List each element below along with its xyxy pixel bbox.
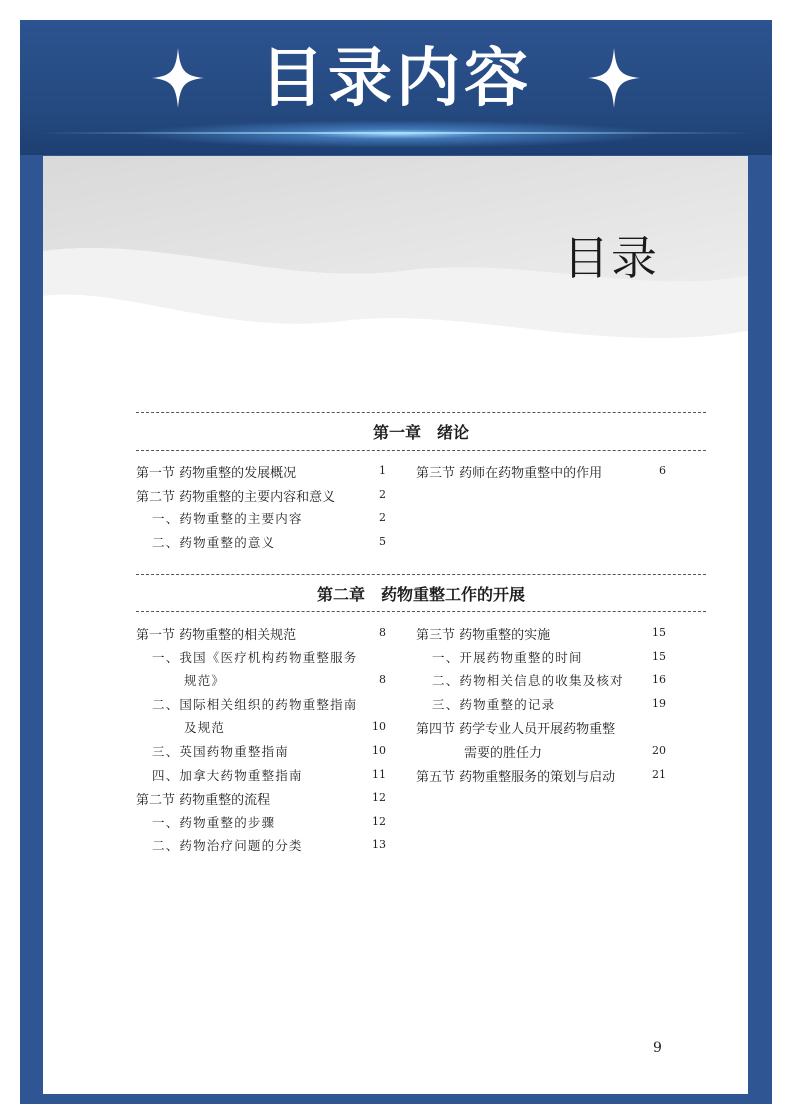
toc-column-left <box>136 460 386 554</box>
toc-entry-title: 第五节 药物重整服务的策划与启动 <box>416 769 616 785</box>
toc-entry-title: 一、开展药物重整的时间 <box>432 649 583 665</box>
toc-entry-title: 需要的胜任力 <box>464 745 543 761</box>
toc-entry-title: 第一节 药物重整的相关规范 <box>136 628 297 643</box>
toc-column-right <box>416 460 666 484</box>
toc-entry-title: 第三节 药师在药物重整中的作用 <box>416 466 603 481</box>
banner <box>20 20 772 155</box>
toc-entry[interactable] <box>136 834 386 858</box>
divider <box>136 574 706 575</box>
toc-entry-page: 19 <box>652 696 666 710</box>
divider <box>136 450 706 451</box>
divider <box>136 611 706 612</box>
banner-glow <box>130 120 662 148</box>
toc-column-left <box>136 622 386 858</box>
toc-entry-page: 15 <box>652 626 666 639</box>
toc-entry-title: 二、国际相关组织的药物重整指南 <box>152 696 358 712</box>
toc-entry-title: 一、药物重整的主要内容 <box>152 511 303 527</box>
toc-entry-title: 一、我国《医疗机构药物重整服务 <box>152 649 358 665</box>
toc-entry-title: 二、药物相关信息的收集及核对 <box>432 673 624 689</box>
toc-entry[interactable] <box>136 811 386 835</box>
toc-entry[interactable] <box>416 460 666 484</box>
toc-entry-title: 三、药物重整的记录 <box>432 696 556 712</box>
toc-entry-title: 及规范 <box>184 720 226 736</box>
toc-entry[interactable] <box>136 646 386 670</box>
toc-entry-title: 一、药物重整的步骤 <box>152 814 276 830</box>
toc-entry-page: 6 <box>659 464 666 477</box>
page-heading: 目录 <box>563 231 659 285</box>
toc-entry-page: 2 <box>379 511 386 525</box>
toc-entry[interactable] <box>136 764 386 788</box>
toc-entry-page: 21 <box>652 767 666 781</box>
toc-entry-page: 13 <box>372 838 386 852</box>
toc-entry-title: 第一节 药物重整的发展概况 <box>136 466 297 481</box>
toc-entry[interactable] <box>416 740 666 764</box>
toc-entry-page: 10 <box>372 743 386 757</box>
toc-entry-page: 10 <box>372 720 386 734</box>
toc-entry-title: 二、药物治疗问题的分类 <box>152 838 303 854</box>
banner-title: 目录内容 <box>260 42 532 116</box>
toc-entry[interactable] <box>416 693 666 717</box>
toc-entry-page: 8 <box>379 673 386 687</box>
toc-entry[interactable] <box>136 740 386 764</box>
toc-entry-page: 12 <box>372 814 386 828</box>
toc-entry[interactable] <box>136 531 386 555</box>
toc-entry[interactable] <box>136 622 386 646</box>
toc-entry-title: 第四节 药学专业人员开展药物重整 <box>416 722 616 738</box>
toc-entry-page: 1 <box>379 464 386 477</box>
banner-glow-line <box>40 132 752 134</box>
toc-entry[interactable] <box>136 484 386 508</box>
toc-entry-title: 四、加拿大药物重整指南 <box>152 767 303 783</box>
toc-entry[interactable] <box>416 669 666 693</box>
toc-entry-page: 11 <box>372 767 386 781</box>
toc-entry-page: 8 <box>379 626 386 639</box>
toc-entry[interactable] <box>136 716 386 740</box>
toc-entry-page: 20 <box>652 743 666 757</box>
toc-entry-page: 16 <box>652 673 666 687</box>
toc-entry-title: 第二节 药物重整的主要内容和意义 <box>136 489 336 505</box>
toc-entry-page: 2 <box>379 487 386 501</box>
chapter-title: 第二章 药物重整工作的开展 <box>316 585 525 604</box>
page-number: 9 <box>653 1040 662 1056</box>
toc-entry[interactable] <box>416 716 666 740</box>
toc-entry-page: 15 <box>652 649 666 663</box>
toc-entry-page: 12 <box>372 791 386 805</box>
toc-entry-title: 三、英国药物重整指南 <box>152 743 290 759</box>
toc-entry-title: 第三节 药物重整的实施 <box>416 628 551 643</box>
book-page <box>43 156 748 1094</box>
toc-entry[interactable] <box>416 646 666 670</box>
toc-entry[interactable] <box>136 693 386 717</box>
toc-entry[interactable] <box>416 764 666 788</box>
toc-entry[interactable] <box>136 460 386 484</box>
toc-column-right <box>416 622 666 787</box>
divider <box>136 412 706 413</box>
toc-entry-title: 规范》 <box>184 673 226 689</box>
toc-entry[interactable] <box>416 622 666 646</box>
toc-entry-page: 5 <box>379 534 386 548</box>
toc-entry-title: 第二节 药物重整的流程 <box>136 793 271 809</box>
toc-entry[interactable] <box>136 507 386 531</box>
sparkle-icon <box>588 48 640 108</box>
chapter-title: 第一章 绪论 <box>372 423 469 442</box>
toc-entry-title: 二、药物重整的意义 <box>152 534 276 550</box>
toc-entry[interactable] <box>136 669 386 693</box>
toc-entry[interactable] <box>136 787 386 811</box>
